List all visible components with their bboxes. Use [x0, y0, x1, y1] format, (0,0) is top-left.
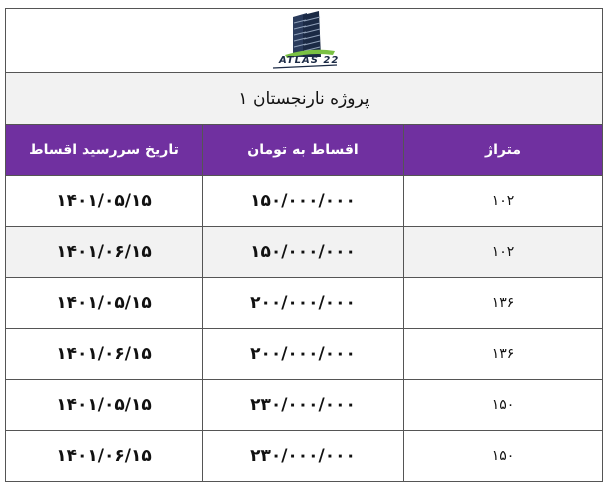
logo-row [6, 9, 603, 73]
title-row [6, 73, 603, 125]
area-cell: ۱۰۲ [404, 176, 603, 227]
table-row [6, 329, 603, 380]
table-row [6, 176, 603, 227]
logo-text: ATLAS 22 [279, 54, 340, 66]
due-date-cell: ۱۴۰۱/۰۵/۱۵ [6, 380, 203, 431]
due-date-cell: ۱۴۰۱/۰۶/۱۵ [6, 329, 203, 380]
header-due-date: تاریخ سررسید اقساط [6, 125, 203, 176]
installment-table [5, 8, 603, 482]
project-title: پروژه نارنجستان ۱ [6, 73, 603, 125]
table-row [6, 431, 603, 482]
installment-cell: ۱۵۰/۰۰۰/۰۰۰ [203, 227, 404, 278]
due-date-cell: ۱۴۰۱/۰۵/۱۵ [6, 176, 203, 227]
logo-cell [6, 9, 603, 73]
due-date-cell: ۱۴۰۱/۰۵/۱۵ [6, 278, 203, 329]
table-row [6, 380, 603, 431]
company-logo [263, 11, 345, 71]
installment-cell: ۲۳۰/۰۰۰/۰۰۰ [203, 431, 404, 482]
area-cell: ۱۵۰ [404, 431, 603, 482]
installment-cell: ۲۰۰/۰۰۰/۰۰۰ [203, 278, 404, 329]
installment-cell: ۱۵۰/۰۰۰/۰۰۰ [203, 176, 404, 227]
installment-cell: ۲۰۰/۰۰۰/۰۰۰ [203, 329, 404, 380]
area-cell: ۱۳۶ [404, 278, 603, 329]
table-row [6, 227, 603, 278]
area-cell: ۱۰۲ [404, 227, 603, 278]
due-date-cell: ۱۴۰۱/۰۶/۱۵ [6, 227, 203, 278]
due-date-cell: ۱۴۰۱/۰۶/۱۵ [6, 431, 203, 482]
installment-cell: ۲۳۰/۰۰۰/۰۰۰ [203, 380, 404, 431]
header-installment: اقساط به تومان [203, 125, 404, 176]
area-cell: ۱۵۰ [404, 380, 603, 431]
area-cell: ۱۳۶ [404, 329, 603, 380]
header-area: متراژ [404, 125, 603, 176]
header-row [6, 125, 603, 176]
table-row [6, 278, 603, 329]
